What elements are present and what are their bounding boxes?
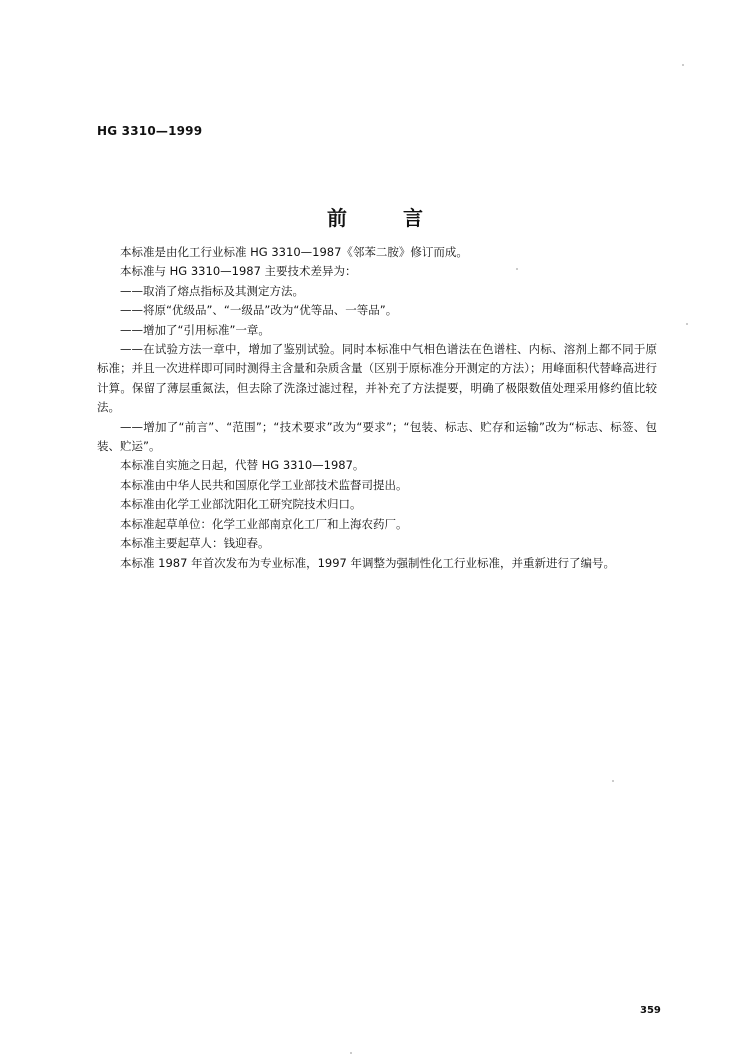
paragraph-difference-grades: ——将原“优级品”、“一级品”改为“优等品、一等品”。 xyxy=(120,303,398,318)
paragraph-difference-melting-point: ——取消了熔点指标及其测定方法。 xyxy=(120,283,304,298)
body-text xyxy=(97,243,657,573)
scan-speck xyxy=(516,268,518,270)
scan-speck xyxy=(350,1052,352,1054)
paragraph-technical-centralizer: 本标准由化学工业部沈阳化工研究院技术归口。 xyxy=(120,497,362,512)
document-code: HG 3310—1999 xyxy=(97,124,203,138)
paragraph-replacement: 本标准自实施之日起，代替 HG 3310—1987。 xyxy=(120,458,365,473)
scan-speck xyxy=(612,780,614,782)
paragraph-difference-references: ——增加了“引用标准”一章。 xyxy=(120,322,270,337)
paragraph-revision-source: 本标准是由化工行业标准 HG 3310—1987《邻苯二胺》修订而成。 xyxy=(120,245,468,259)
paragraph-proposer: 本标准由中华人民共和国原化学工业部技术监督司提出。 xyxy=(120,477,408,492)
paragraph-drafters: 本标准主要起草人：钱迎春。 xyxy=(120,536,270,551)
scan-speck xyxy=(682,64,684,66)
paragraph-difference-test-methods: ——在试验方法一章中，增加了鉴别试验。同时本标准中气相色谱法在色谱柱、内标、溶剂上都不同于原标准；并且一次进样即可同时测得主含量和杂质含量（区别于原标准分开测定的方法）；用峰面积代替峰高进行计算。保留了薄层重氮法，但去除了洗涤过滤过程，并补充了方法提要，明确了极限数值处理采用修约值比较法。 xyxy=(97,342,657,415)
paragraph-history: 本标准 1987 年首次发布为专业标准，1997 年调整为强制性化工行业标准，并重新进行了编号。 xyxy=(120,555,615,570)
page-number: 359 xyxy=(640,1005,661,1016)
paragraph-drafting-units: 本标准起草单位：化学工业部南京化工厂和上海农药厂。 xyxy=(120,516,408,531)
paragraph-difference-chapters: ——增加了“前言”、“范围”；“技术要求”改为“要求”；“包装、标志、贮存和运输”改为“标志、标签、包装、贮运”。 xyxy=(97,419,657,454)
paragraph-differences-intro: 本标准与 HG 3310—1987 主要技术差异为： xyxy=(120,264,357,279)
page-title: 前言 xyxy=(327,206,479,230)
scan-speck xyxy=(686,323,688,325)
